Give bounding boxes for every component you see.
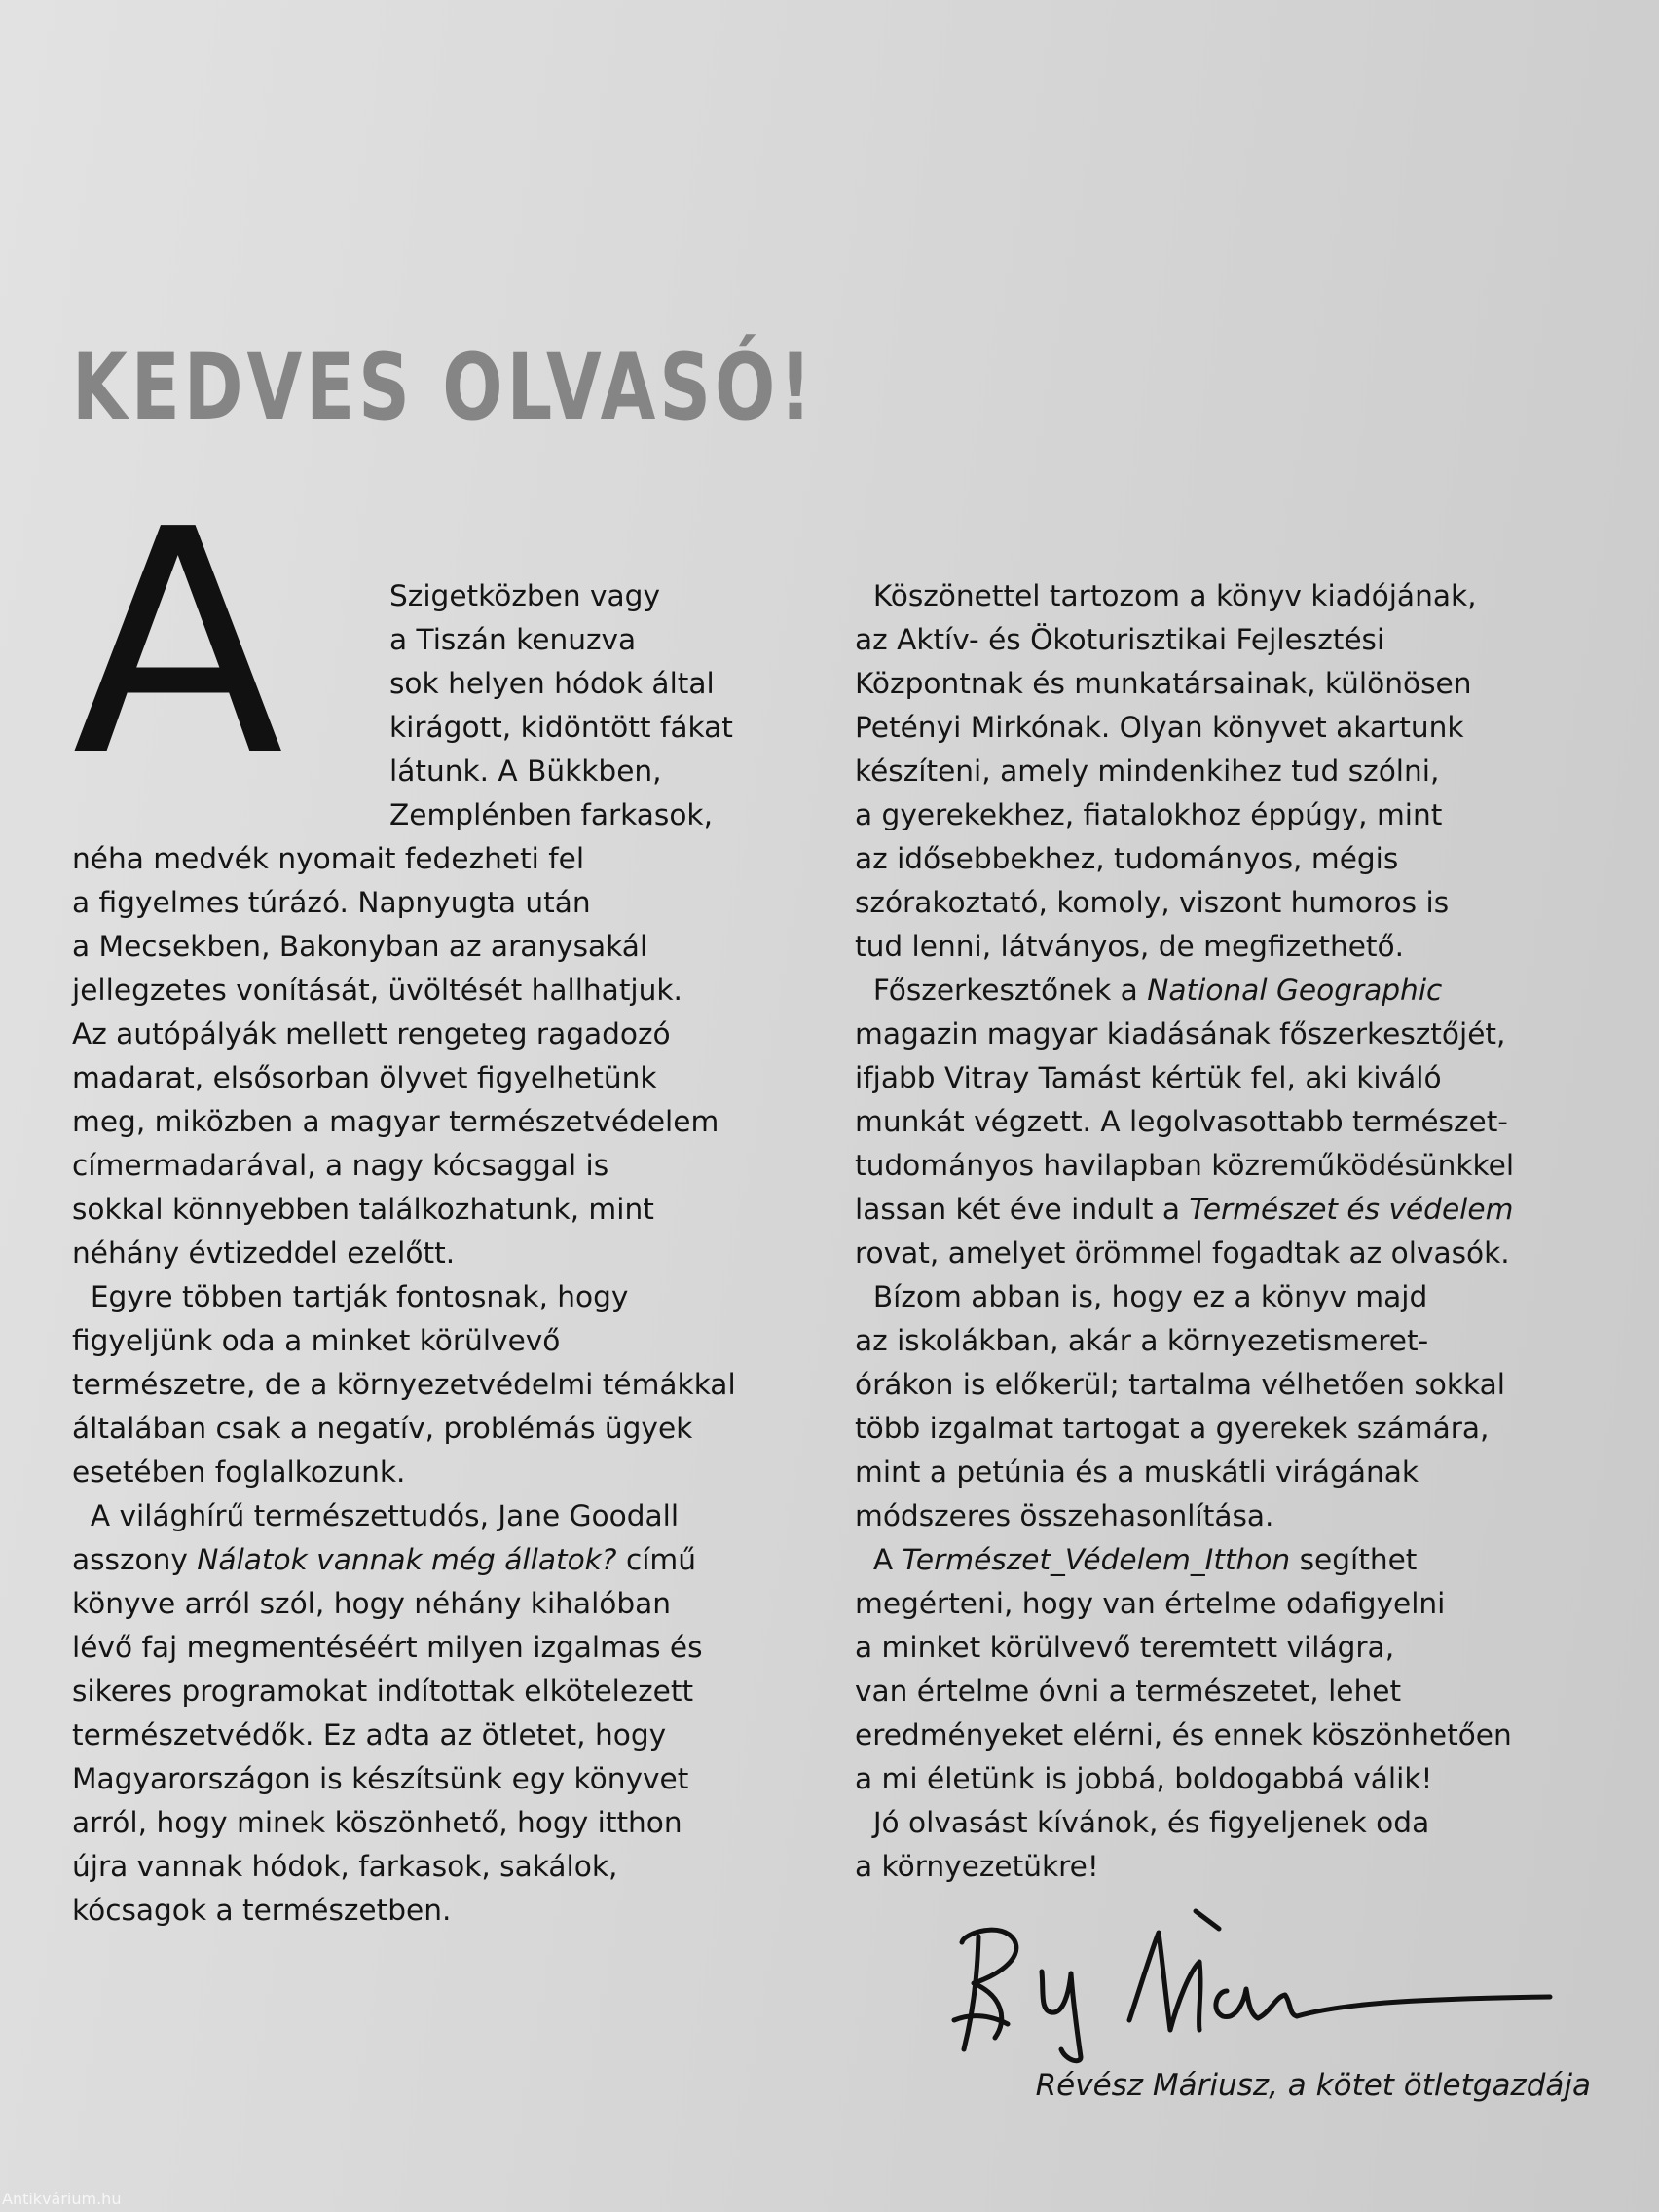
text-line: sikeres programokat indítottak elkötelezett [72,1675,694,1708]
text-line: kirágott, kidöntött fákat [389,711,733,744]
text-line: szórakoztató, komoly, viszont humoros is [855,886,1450,919]
text-line: jellegzetes vonítását, üvöltését hallhatjuk. [72,974,682,1007]
text-line: az Aktív- és Ökoturisztikai Fejlesztési [855,623,1385,656]
text-line: esetében foglalkozunk. [72,1456,406,1489]
right-column [855,574,1604,1889]
signature-image [935,1903,1558,2069]
text-line: madarat, elsősorban ölyvet figyelhetünk [72,1061,657,1094]
text-line: a környezetükre! [855,1850,1099,1883]
text-line [855,969,1604,1013]
text-line: sok helyen hódok által [389,667,715,700]
text-line: tudományos havilapban közreműködésünkkel [855,1149,1515,1182]
text-line: tud lenni, látványos, de megfizethető. [855,930,1405,963]
text-line: természetre, de a környezetvédelmi témákkal [72,1368,736,1401]
text-line: Központnak és munkatársainak, különösen [855,667,1472,700]
text-line: általában csak a negatív, problémás ügyek [72,1412,693,1445]
text-line: a mi életünk is jobbá, boldogabbá válik! [855,1762,1433,1795]
text-line: meg, miközben a magyar természetvédelem [72,1105,719,1138]
text-line: sokkal könnyebben találkozhatunk, mint [72,1193,654,1226]
text-line: néha medvék nyomait fedezheti fel [72,842,585,875]
text-segment: segíthet [1290,1543,1418,1576]
text-line [72,1538,812,1582]
text-line: az iskolákban, akár a környezetismeret- [855,1324,1429,1357]
text-line: Zemplénben farkasok, [389,798,713,831]
italic-title: National Geographic [1147,974,1443,1007]
text-line: megérteni, hogy van értelme odafigyelni [855,1587,1446,1620]
text-line: készíteni, amely mindenkihez tud szólni, [855,755,1440,788]
text-line: A világhírű természettudós, Jane Goodall [72,1499,680,1532]
text-line: kócsagok a természetben. [72,1894,452,1927]
text-line: órákon is előkerül; tartalma vélhetően sokkal [855,1368,1506,1401]
text-line: az idősebbekhez, tudományos, mégis [855,842,1399,875]
text-line [855,1188,1604,1232]
text-line: a gyerekekhez, fiatalokhoz éppúgy, mint [855,798,1443,831]
text-line: arról, hogy minek köszönhető, hogy itthon [72,1806,682,1839]
text-line: Az autópályák mellett rengeteg ragadozó [72,1017,671,1051]
text-line: néhány évtizeddel ezelőtt. [72,1236,456,1270]
text-segment: A [855,1543,903,1576]
text-line: Jó olvasást kívánok, és figyeljenek oda [855,1806,1430,1839]
watermark: Antikvárium.hu [2,2190,122,2208]
text-line: módszeres összehasonlítása. [855,1499,1274,1532]
text-line: újra vannak hódok, farkasok, sakálok, [72,1850,618,1883]
text-line [855,1538,1604,1582]
text-line: magazin magyar kiadásának főszerkesztőjét, [855,1017,1506,1051]
italic-title: Természet_Védelem_Itthon [902,1543,1291,1576]
text-line: rovat, amelyet örömmel fogadtak az olvasók. [855,1236,1510,1270]
text-segment: című [616,1543,697,1576]
text-line: Magyarországon is készítsünk egy könyvet [72,1762,689,1795]
text-line: látunk. A Bükkben, [389,755,662,788]
text-line: több izgalmat tartogat a gyerekek számára, [855,1412,1490,1445]
text-line: mint a petúnia és a muskátli virágának [855,1456,1419,1489]
text-line: figyeljünk oda a minket körülvevő [72,1324,561,1357]
text-line: Szigetközben vagy [389,579,660,612]
text-line: Petényi Mirkónak. Olyan könyvet akartunk [855,711,1464,744]
text-segment: lassan két éve indult a [855,1193,1190,1226]
text-line: Köszönettel tartozom a könyv kiadójának, [855,579,1477,612]
drop-cap-letter: A [72,463,284,824]
text-segment: Főszerkesztőnek a [855,974,1148,1007]
text-line: könyve arról szól, hogy néhány kihalóban [72,1587,672,1620]
left-column [72,574,812,1933]
italic-title: Természet és védelem [1189,1193,1514,1226]
text-line: a minket körülvevő teremtett világra, [855,1631,1395,1664]
text-line: munkát végzett. A legolvasottabb természet- [855,1105,1508,1138]
text-line: természetvédők. Ez adta az ötletet, hogy [72,1718,667,1751]
signature-caption: Révész Máriusz, a kötet ötletgazdája [1035,2068,1591,2103]
text-line: a Mecsekben, Bakonyban az aranysakál [72,930,648,963]
text-line: a Tiszán kenuzva [389,623,637,656]
italic-title: Nálatok vannak még állatok? [197,1543,617,1576]
text-line: ifjabb Vitray Tamást kértük fel, aki kiváló [855,1061,1442,1094]
text-segment: asszony [72,1543,198,1576]
text-line: Bízom abban is, hogy ez a könyv majd [855,1280,1428,1313]
text-line: lévő faj megmentéséért milyen izgalmas és [72,1631,703,1664]
page-title: KEDVES OLVASÓ! [72,335,816,441]
text-line: Egyre többen tartják fontosnak, hogy [72,1280,629,1313]
text-line: van értelme óvni a természetet, lehet [855,1675,1402,1708]
text-line: címermadarával, a nagy kócsaggal is [72,1149,609,1182]
text-line: eredményeket elérni, és ennek köszönhetően [855,1718,1512,1751]
text-line: a figyelmes túrázó. Napnyugta után [72,886,591,919]
